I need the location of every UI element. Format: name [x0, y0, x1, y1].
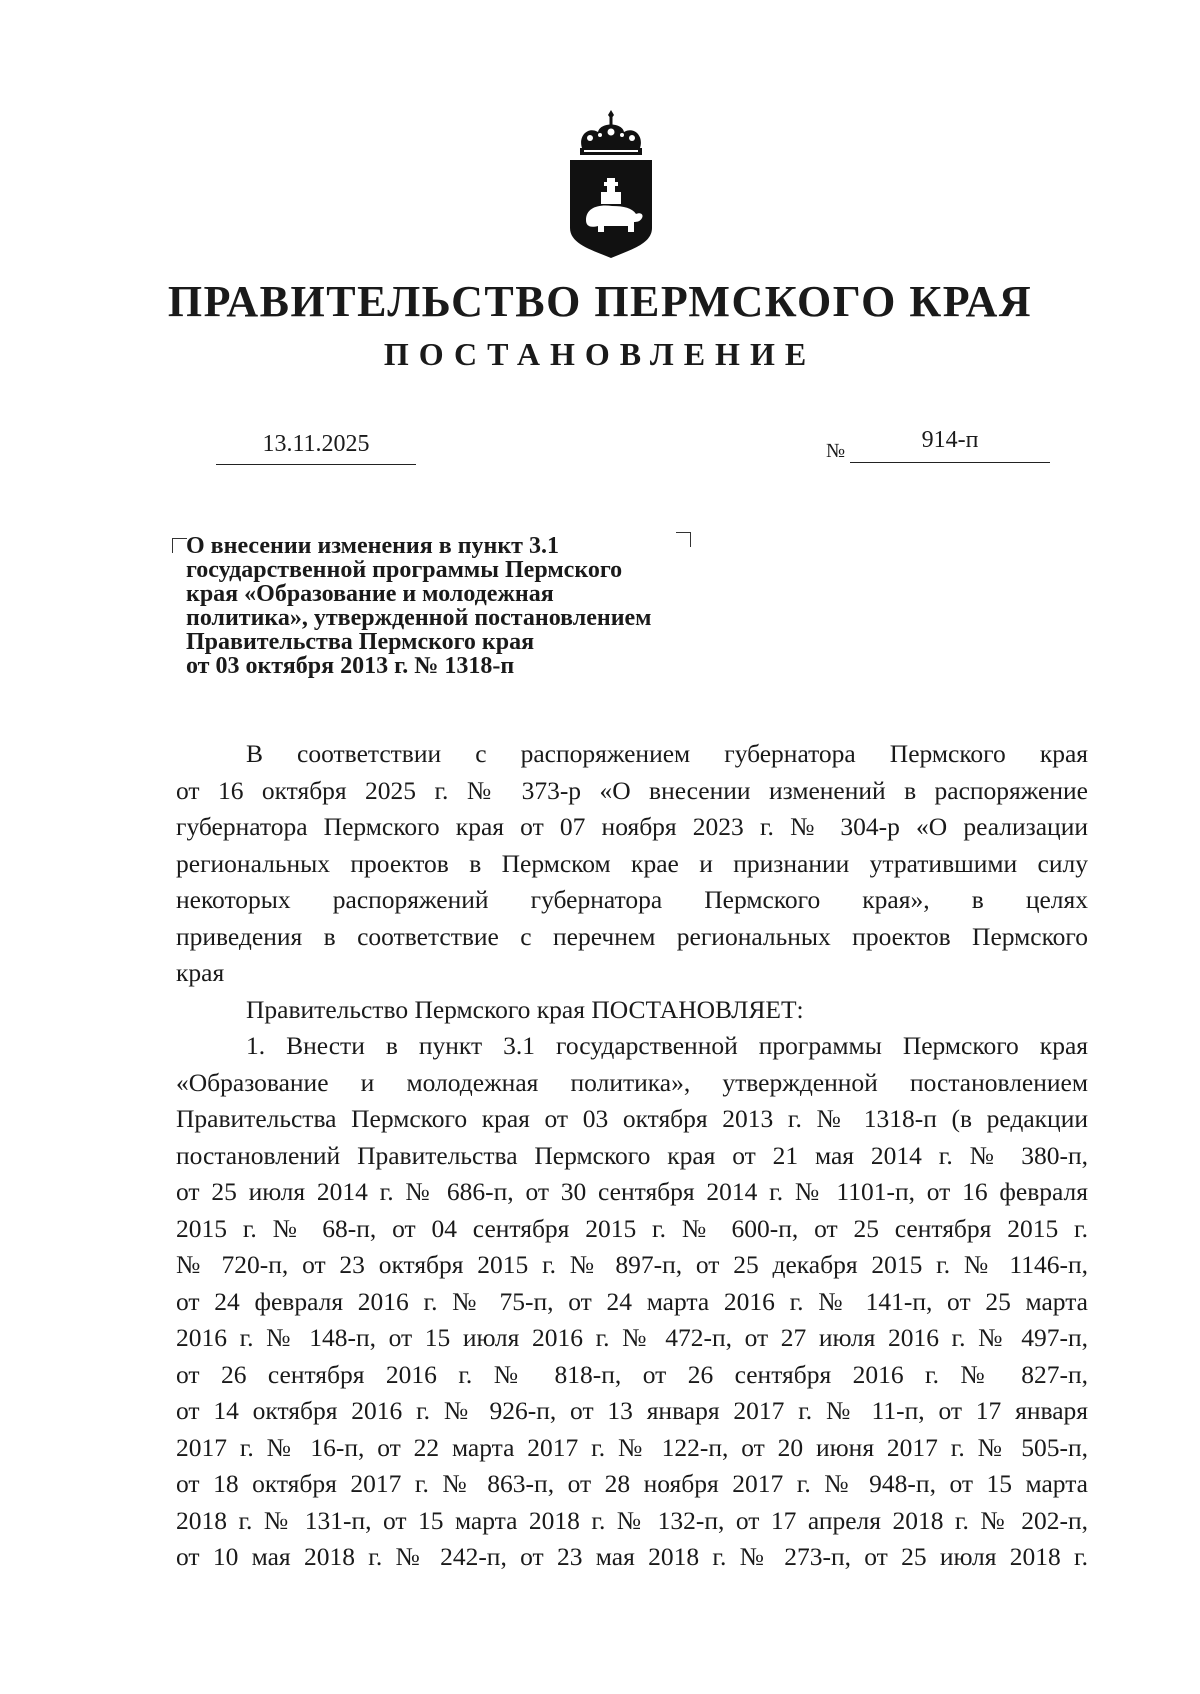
text-line: 2016 г. № 148-п, от 15 июля 2016 г. № 472-п, от 27 июля 2016 г. № 497-п,	[176, 1323, 1088, 1352]
number-sign: №	[826, 440, 846, 462]
title-line: О внесении изменения в пункт 3.1	[186, 533, 559, 559]
text-line: региональных проектов в Пермском крае и признании утратившими силу	[176, 848, 1088, 878]
text-line: Правительства Пермского края от 03 октября 2013 г. № 1318-п (в редакции	[176, 1104, 1088, 1133]
title-bracket-left	[172, 538, 187, 553]
text-line: от 25 июля 2014 г. № 686-п, от 30 сентября 2014 г. № 1101-п, от 16 февраля	[176, 1177, 1088, 1206]
text-line: губернатора Пермского края от 07 ноября 2023 г. № 304-р «О реализации	[176, 812, 1088, 841]
text-line: 2015 г. № 68-п, от 04 сентября 2015 г. № 600-п, от 25 сентября 2015 г.	[176, 1213, 1088, 1243]
document-date: 13.11.2025	[216, 424, 416, 465]
text-line: от 10 мая 2018 г. № 242-п, от 23 мая 2018 г. № 273-п, от 25 июля 2018 г.	[176, 1542, 1088, 1571]
text-line: 2018 г. № 131-п, от 15 марта 2018 г. № 132-п, от 17 апреля 2018 г. № 202-п,	[176, 1505, 1088, 1535]
title-line: края «Образование и молодежная	[186, 581, 554, 607]
document-type: ПОСТАНОВЛЕНИЕ	[383, 336, 817, 372]
preamble-paragraph	[176, 736, 1088, 992]
item-1-paragraph	[176, 1028, 1088, 1576]
text-line: от 26 сентября 2016 г. № 818-п, от 26 сентября 2016 г. № 827-п,	[176, 1359, 1088, 1389]
text-line: «Образование и молодежная политика», утвержденной постановлением	[176, 1067, 1088, 1097]
document-number: 914-п	[850, 420, 1050, 463]
text-line: 1. Внести в пункт 3.1 государственной программы Пермского края	[246, 1031, 1088, 1060]
text-line: 2017 г. № 16-п, от 22 марта 2017 г. № 122-п, от 20 июня 2017 г. № 505-п,	[176, 1432, 1088, 1462]
text-line: Правительство Пермского края ПОСТАНОВЛЯЕТ:	[246, 994, 804, 1024]
text-line: от 24 февраля 2016 г. № 75-п, от 24 марта 2016 г. № 141-п, от 25 марта	[176, 1286, 1088, 1316]
text-line: края	[176, 958, 225, 987]
organization-name: ПРАВИТЕЛЬСТВО ПЕРМСКОГО КРАЯ	[167, 277, 1033, 326]
text-line: приведения в соответствие с перечнем региональных проектов Пермского	[176, 921, 1088, 951]
text-line: В соответствии с распоряжением губернатора Пермского края	[246, 739, 1088, 768]
text-line: некоторых распоряжений губернатора Пермского края», в целях	[176, 885, 1088, 914]
title-line: Правительства Пермского края	[186, 629, 535, 655]
title-line: политика», утвержденной постановлением	[186, 605, 652, 631]
text-line: от 14 октября 2016 г. № 926-п, от 13 января 2017 г. № 11-п, от 17 января	[176, 1396, 1088, 1425]
title-line: от 03 октября 2013 г. № 1318-п	[186, 653, 515, 679]
resolves-paragraph	[176, 992, 1088, 1029]
title-line: государственной программы Пермского	[186, 557, 623, 583]
text-line: постановлений Правительства Пермского края от 21 мая 2014 г. № 380-п,	[176, 1140, 1088, 1170]
perm-krai-coat-of-arms-icon	[568, 108, 654, 260]
text-line: от 18 октября 2017 г. № 863-п, от 28 ноября 2017 г. № 948-п, от 15 марта	[176, 1469, 1088, 1498]
document-title	[186, 534, 786, 678]
text-line: от 16 октября 2025 г. № 373-р «О внесении изменений в распоряжение	[176, 775, 1088, 805]
document-body	[176, 736, 1088, 1576]
text-line: № 720-п, от 23 октября 2015 г. № 897-п, от 25 декабря 2015 г. № 1146-п,	[176, 1250, 1088, 1279]
